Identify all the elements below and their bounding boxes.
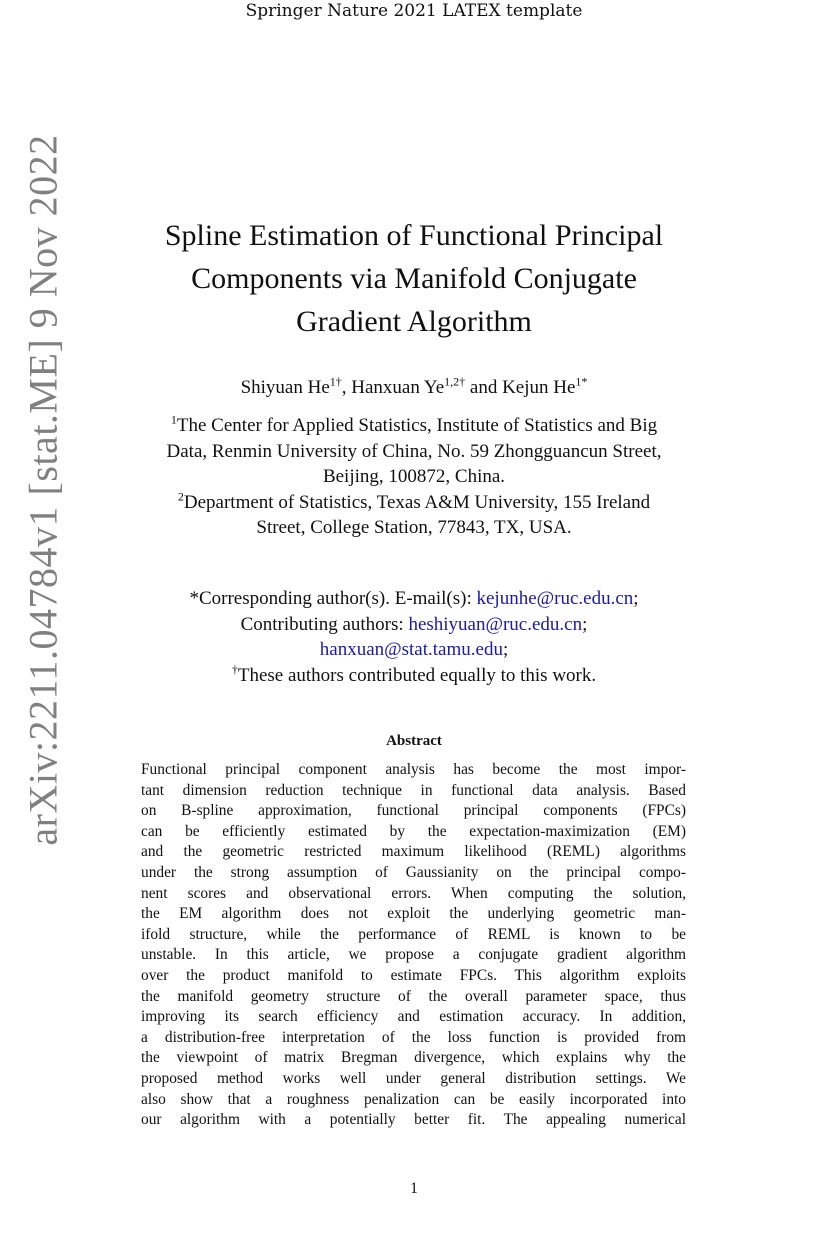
- equal-contribution-text: These authors contributed equally to this work.: [237, 664, 597, 686]
- abstract-line: under the strong assumption of Gaussianity on the principal compo-: [141, 863, 686, 881]
- affiliation-line: Street, College Station, 77843, TX, USA.: [256, 517, 572, 538]
- author-separator: and: [465, 377, 503, 398]
- author-name: Kejun He: [502, 377, 576, 398]
- abstract-line: improving its search efficiency and estimation accuracy. In addition,: [141, 1008, 686, 1026]
- paper-title: [110, 214, 718, 343]
- abstract-line: a distribution-free interpretation of the loss function is provided from: [141, 1028, 686, 1046]
- page-number: 1: [410, 1180, 418, 1197]
- author-list: [110, 374, 718, 402]
- author-mark: 1,2†: [444, 374, 466, 389]
- email-link-kejunhe[interactable]: kejunhe@ruc.edu.cn: [476, 588, 634, 609]
- affiliations: [110, 413, 718, 541]
- abstract-heading: Abstract: [386, 733, 442, 749]
- author-name: Shiyuan He: [240, 377, 330, 398]
- abstract-line: the viewpoint of matrix Bregman divergence, which explains why the: [141, 1049, 686, 1067]
- punctuation: ;: [633, 588, 639, 609]
- abstract-line: on B-spline approximation, functional principal components (FPCs): [141, 802, 686, 820]
- affiliation-1: [110, 413, 718, 439]
- abstract-line: unstable. In this article, we propose a conjugate gradient algorithm: [141, 946, 686, 964]
- title-line: Spline Estimation of Functional Principal: [164, 219, 664, 252]
- abstract-body: [141, 760, 686, 1131]
- affiliation-line: Beijing, 100872, China.: [322, 466, 506, 487]
- contact-block: [110, 586, 718, 688]
- arxiv-sidebar-id: arXiv:2211.04784v1 [stat.ME] 9 Nov 2022: [20, 134, 66, 846]
- punctuation: ;: [502, 639, 509, 660]
- contributing-label: Contributing authors:: [240, 613, 409, 635]
- abstract-line: the manifold geometry structure of the overall parameter space, thus: [141, 987, 686, 1005]
- title-line: Components via Manifold Conjugate: [191, 262, 637, 295]
- corresponding-label: *Corresponding author(s). E-mail(s):: [189, 588, 477, 609]
- affiliation-line: Data, Renmin University of China, No. 59 Zhongguancun Street,: [166, 440, 662, 462]
- abstract-line: ifold structure, while the performance of REML is known to be: [141, 925, 686, 943]
- punctuation: ;: [582, 613, 588, 635]
- running-header: [0, 0, 828, 22]
- author-separator: ,: [341, 377, 352, 398]
- abstract-line: the EM algorithm does not exploit the underlying geometric man-: [141, 905, 686, 923]
- title-line: Gradient Algorithm: [296, 305, 532, 338]
- header-text: Springer Nature 2021 LATEX template: [245, 1, 583, 21]
- author-mark: 1*: [575, 374, 588, 389]
- contributing-authors-line: [110, 612, 718, 638]
- contributing-authors-line-2: [110, 637, 718, 663]
- author-mark: 1†: [329, 374, 342, 389]
- abstract-line: tant dimension reduction technique in functional data analysis. Based: [141, 781, 686, 799]
- abstract-line: over the product manifold to estimate FPCs. This algorithm exploits: [141, 966, 686, 984]
- abstract-line: can be efficiently estimated by the expectation-maximization (EM): [141, 822, 686, 840]
- affiliation-mark: 2: [177, 489, 184, 504]
- affiliation-2: [110, 490, 718, 516]
- affiliation-mark: 1: [170, 412, 177, 427]
- author-name: Hanxuan Ye: [351, 377, 445, 398]
- abstract-line: also show that a roughness penalization can be easily incorporated into: [141, 1090, 686, 1108]
- corresponding-author-line: [110, 586, 718, 612]
- abstract-line: Functional principal component analysis has become the most impor-: [141, 761, 686, 778]
- abstract-line: proposed method works well under general distribution settings. We: [141, 1069, 686, 1087]
- affiliation-line: The Center for Applied Statistics, Institute of Statistics and Big: [176, 415, 658, 436]
- email-link-hanxuan[interactable]: hanxuan@stat.tamu.edu: [319, 639, 503, 660]
- dagger-mark: †: [231, 662, 238, 677]
- abstract-line: nent scores and observational errors. When computing the solution,: [141, 884, 686, 902]
- abstract-line: and the geometric restricted maximum likelihood (REML) algorithms: [141, 843, 686, 861]
- affiliation-line: Department of Statistics, Texas A&M University, 155 Ireland: [183, 491, 651, 513]
- email-link-heshiyuan[interactable]: heshiyuan@ruc.edu.cn: [408, 613, 583, 635]
- abstract-line: our algorithm with a potentially better fit. The appealing numerical: [141, 1111, 686, 1129]
- equal-contribution-note: [110, 663, 718, 689]
